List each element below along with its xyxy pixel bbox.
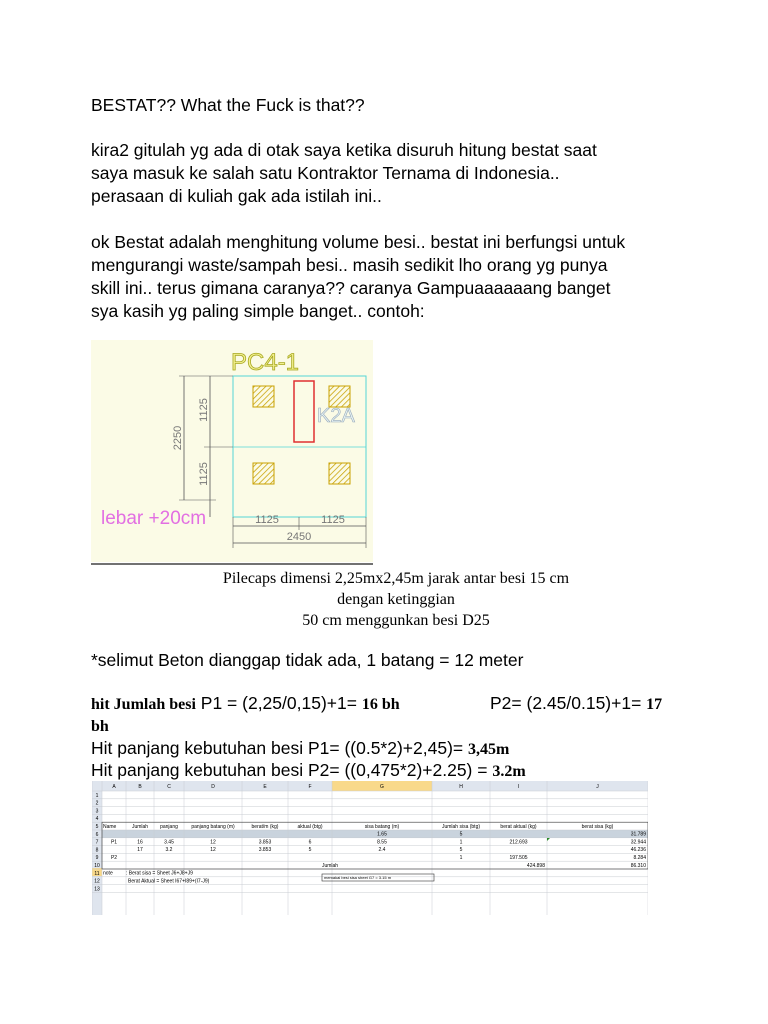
header-cell: berat sisa (kg) bbox=[581, 823, 614, 830]
dim-left-total: 2250 bbox=[172, 425, 184, 451]
header-cell: panjang bbox=[160, 823, 178, 830]
p1-jumlah-sisa: 5 bbox=[459, 847, 463, 854]
selimut-note: *selimut Beton dianggap tidak ada, 1 batang = 12 meter bbox=[91, 650, 524, 670]
p1-berat-aktual: 212.693 bbox=[509, 839, 528, 846]
p1-berat-sisa: 46.236 bbox=[630, 847, 646, 854]
row-header-11: 11 bbox=[94, 870, 100, 877]
column-header-c: C bbox=[167, 784, 171, 790]
p2-panjang: 3.2 bbox=[165, 847, 173, 854]
header-cell: Name bbox=[103, 823, 117, 830]
row-header-3: 3 bbox=[95, 808, 99, 815]
dim-bottom-right: 1125 bbox=[321, 514, 345, 526]
dim-bottom-total: 2450 bbox=[286, 531, 312, 543]
p1-berat: 3.853 bbox=[258, 839, 272, 846]
p1-berat-sisa: 31.789 bbox=[630, 831, 646, 838]
header-cell: Jumlah sisa (btg) bbox=[441, 823, 481, 830]
calc-line-1 bbox=[91, 692, 400, 716]
calc-line-1-p2 bbox=[490, 692, 662, 716]
cell-g8: memakai besi sisa sheet G7 = 3.15 m bbox=[324, 875, 392, 880]
p2-formula: P2= (2.45/0.15)+1= bbox=[490, 693, 647, 713]
p2-jumlah-sisa: 1 bbox=[459, 855, 463, 861]
pilecap-drawing bbox=[91, 340, 373, 566]
total-label: Jumlah bbox=[321, 862, 339, 869]
p1-batang: 12 bbox=[210, 839, 216, 846]
column-header-h: H bbox=[459, 784, 463, 790]
pile-bottom-right bbox=[329, 463, 350, 484]
column-header-e: E bbox=[263, 784, 267, 790]
dim-bottom-left: 1125 bbox=[255, 514, 279, 526]
calc-line-2 bbox=[91, 737, 509, 761]
pile-top-right bbox=[329, 386, 350, 407]
note-1: : Berat sisa = Sheet J6+J8+J9 bbox=[126, 870, 193, 877]
p2-berat-sisa: 8.284 bbox=[633, 855, 646, 861]
row-header-9: 9 bbox=[95, 855, 99, 862]
row-header-7: 7 bbox=[95, 839, 99, 846]
paragraph-1-line-2: saya masuk ke salah satu Kontraktor Ternama di Indonesia.. bbox=[91, 163, 560, 183]
total-aktual: 424.898 bbox=[526, 862, 545, 869]
row-header-8: 8 bbox=[95, 847, 99, 854]
header-cell: Jumlah bbox=[131, 823, 149, 830]
calc-line-3-result: 3.2m bbox=[492, 763, 526, 780]
p1-aktual: 6 bbox=[308, 839, 312, 846]
column-header-f: F bbox=[308, 784, 312, 790]
p2-berat: 3.853 bbox=[258, 847, 272, 854]
row-header-2: 2 bbox=[95, 800, 99, 807]
p1-sisa: 8.55 bbox=[377, 839, 387, 846]
p2-berat-aktual: 197.505 bbox=[509, 855, 528, 861]
row-header-12: 12 bbox=[94, 878, 100, 885]
p2-result-a: 17 bbox=[646, 696, 663, 713]
header-cell: panjang batang (m) bbox=[191, 823, 235, 830]
calc-line-2-text: Hit panjang kebutuhan besi P1= ((0.5*2)+2,45)= bbox=[91, 738, 468, 758]
note-2: Berat Aktual = Sheet I67+I89+(I7-J9) bbox=[128, 878, 210, 885]
column-header-b: B bbox=[138, 784, 142, 790]
calc-line-3 bbox=[91, 759, 526, 783]
p1-result: 16 bh bbox=[361, 696, 400, 713]
hit-jumlah-label: hit Jumlah besi bbox=[91, 696, 196, 713]
p2-name: P2 bbox=[110, 855, 118, 861]
header-cell: sisa batang (m) bbox=[364, 823, 400, 830]
p2-aktual: 5 bbox=[308, 847, 312, 854]
caption-line-3: 50 cm menggunkan besi D25 bbox=[302, 612, 490, 629]
p1-sisa: 2.4 bbox=[378, 847, 386, 854]
p2-batang: 12 bbox=[210, 847, 216, 854]
dim-left-top: 1125 bbox=[198, 398, 210, 422]
caption-line-2: dengan ketinggian bbox=[337, 591, 455, 608]
p2-result-b: bh bbox=[91, 718, 109, 735]
calc-line-2-result: 3,45m bbox=[468, 741, 510, 758]
column-header-a: A bbox=[112, 784, 116, 790]
total-sisa: 86.310 bbox=[630, 862, 646, 869]
p1-jumlah-sisa: 1 bbox=[459, 839, 463, 846]
row-header-6: 6 bbox=[95, 831, 99, 838]
paragraph-1-line-1: kira2 gitulah yg ada di otak saya ketika disuruh hitung bestat saat bbox=[91, 140, 597, 160]
row-header-13: 13 bbox=[94, 886, 100, 893]
pile-bottom-left bbox=[253, 463, 274, 484]
paragraph-2-line-3: skill ini.. terus gimana caranya?? caranya Gampuaaaaaang banget bbox=[91, 278, 611, 298]
p1-berat-sisa: 32.944 bbox=[630, 839, 646, 846]
column-header-d: D bbox=[211, 784, 215, 790]
row-header-5: 5 bbox=[95, 824, 99, 830]
spreadsheet bbox=[92, 781, 648, 915]
pile-label: K2A bbox=[317, 405, 355, 427]
pile-top-left bbox=[253, 386, 274, 407]
row-header-4: 4 bbox=[95, 816, 99, 823]
column-header-i: I bbox=[517, 784, 520, 790]
p1-name: P1 bbox=[110, 839, 118, 846]
page-title: BESTAT?? What the Fuck is that?? bbox=[91, 95, 365, 115]
row-header-10: 10 bbox=[94, 863, 100, 869]
paragraph-2-line-4: sya kasih yg paling simple banget.. contoh: bbox=[91, 301, 425, 321]
column-header-g: G bbox=[380, 784, 384, 790]
caption-line-1: Pilecaps dimensi 2,25mx2,45m jarak antar besi 15 cm bbox=[222, 570, 570, 587]
p1-sisa: 1.65 bbox=[377, 831, 387, 838]
row-header-1: 1 bbox=[95, 792, 99, 799]
p2-jumlah: 17 bbox=[137, 847, 143, 854]
calc-line-3-text: Hit panjang kebutuhan besi P2= ((0,475*2)+2.25) = bbox=[91, 760, 493, 780]
paragraph-2-line-2: mengurangi waste/sampah besi.. masih sedikit lho orang yg punya bbox=[91, 255, 608, 275]
sheet-background bbox=[92, 781, 648, 915]
p1-formula: P1 = (2,25/0,15)+1= bbox=[195, 693, 362, 713]
header-cell: berat/m (kg) bbox=[251, 823, 279, 830]
header-cell: berat aktual (kg) bbox=[500, 823, 537, 830]
header-cell: aktual (btg) bbox=[297, 823, 323, 830]
p1-panjang: 3.45 bbox=[164, 839, 174, 846]
drawing-note: lebar +20cm bbox=[101, 508, 207, 529]
p1-jumlah: 16 bbox=[137, 839, 143, 846]
paragraph-1-line-3: perasaan di kuliah gak ada istilah ini.. bbox=[91, 186, 382, 206]
column-header-j: J bbox=[596, 784, 599, 790]
p1-jumlah-sisa: 5 bbox=[459, 831, 463, 838]
drawing-label: PC4-1 bbox=[231, 349, 300, 376]
dim-left-bottom: 1125 bbox=[198, 462, 210, 486]
paragraph-2-line-1: ok Bestat adalah menghitung volume besi.. bestat ini berfungsi untuk bbox=[91, 232, 626, 252]
note-label: note bbox=[103, 870, 113, 877]
